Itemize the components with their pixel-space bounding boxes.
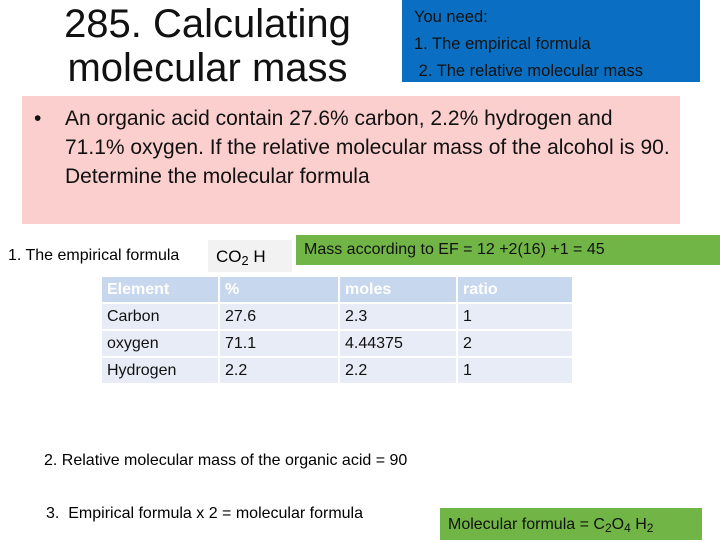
- table-cell: 71.1: [220, 331, 338, 356]
- you-need-item-2: 2. The relative molecular mass: [414, 62, 643, 80]
- ef-formula-part1: CO: [216, 247, 242, 266]
- bullet-marker: •: [34, 107, 42, 130]
- table-cell: 4.44375: [340, 331, 456, 356]
- slide-title-line2: molecular mass: [67, 46, 348, 90]
- molecular-formula-box: [440, 508, 702, 540]
- mf-sub-c: 2: [604, 521, 612, 535]
- step-2-text: 2. Relative molecular mass of the organic acid = 90: [44, 452, 408, 469]
- table-cell: Hydrogen: [102, 358, 218, 383]
- empirical-formula-box: [208, 240, 292, 272]
- header-cell-element: Element: [102, 277, 218, 302]
- ef-formula-part2: H: [248, 247, 266, 266]
- table-header-row: [102, 277, 572, 302]
- table-cell: 1: [458, 358, 572, 383]
- table-cell: 2: [458, 331, 572, 356]
- problem-statement: [34, 104, 674, 191]
- table-cell: Carbon: [102, 304, 218, 329]
- slide-title-line1: 285. Calculating: [64, 2, 351, 46]
- header-cell-ratio: ratio: [458, 277, 572, 302]
- mf-oxygen: O: [611, 516, 625, 533]
- ef-formula-sub1: 2: [241, 253, 249, 269]
- mf-prefix: Molecular formula = C: [448, 516, 605, 533]
- element-table: [100, 275, 574, 385]
- table-cell: 2.3: [340, 304, 456, 329]
- empirical-formula-label: 1. The empirical formula: [8, 247, 180, 264]
- table-row: [102, 331, 572, 356]
- table-cell: oxygen: [102, 331, 218, 356]
- table-cell: 27.6: [220, 304, 338, 329]
- mass-ef-box: Mass according to EF = 12 +2(16) +1 = 45: [296, 235, 720, 265]
- table-cell: 2.2: [220, 358, 338, 383]
- mf-sub-o: 4: [624, 521, 631, 535]
- table-row: [102, 358, 572, 383]
- you-need-heading: You need:: [414, 8, 488, 26]
- you-need-item-1: 1. The empirical formula: [414, 35, 591, 53]
- problem-text: An organic acid contain 27.6% carbon, 2.2% hydrogen and 71.1% oxygen. If the relative molecular mass of the alcohol is 90. Determine the molecular formula: [65, 107, 670, 188]
- header-cell-percent: %: [220, 277, 338, 302]
- header-cell-moles: moles: [340, 277, 456, 302]
- slide-title: [40, 2, 375, 90]
- table-row: [102, 304, 572, 329]
- mf-hydrogen: H: [630, 516, 647, 533]
- you-need-box: [402, 0, 700, 82]
- step-3-text: 3. Empirical formula x 2 = molecular formula: [46, 505, 363, 522]
- table-cell: 2.2: [340, 358, 456, 383]
- table-cell: 1: [458, 304, 572, 329]
- mf-sub-h: 2: [646, 521, 654, 535]
